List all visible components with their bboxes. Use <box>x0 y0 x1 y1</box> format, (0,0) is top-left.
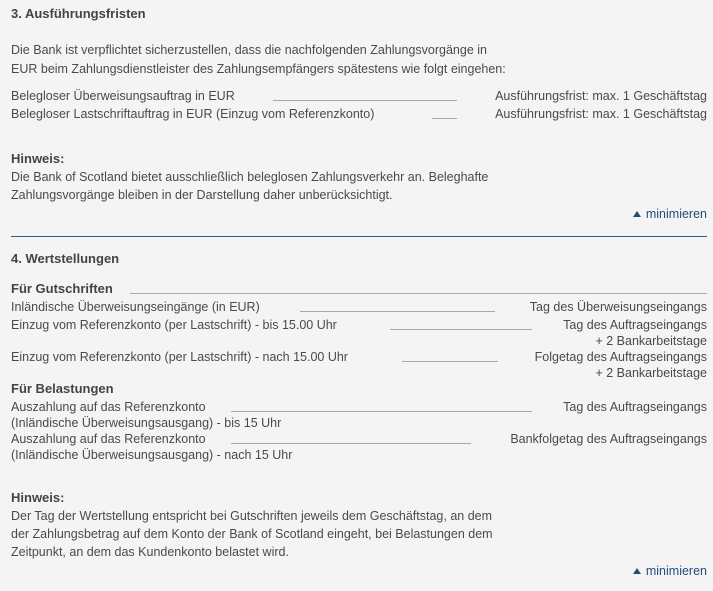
section-3-intro-line-1: Die Bank ist verpflichtet sicherzustellen, dass die nachfolgenden Zahlungsvorgänge in <box>11 43 487 57</box>
section-separator <box>11 236 707 237</box>
debit-row-label: Auszahlung auf das Referenzkonto <box>11 432 206 446</box>
section-4-hint-title: Hinweis: <box>11 490 65 505</box>
debit-row-value: Tag des Auftragseingangs <box>563 400 707 414</box>
credit-row-value-extra: + 2 Bankarbeitstage <box>595 334 707 348</box>
minimize-link[interactable] <box>633 563 707 579</box>
credit-row-label: Einzug vom Referenzkonto (per Lastschrift) - nach 15.00 Uhr <box>11 350 348 364</box>
section-3-hint-line-2: Zahlungsvorgänge bleiben in der Darstellung daher unberücksichtigt. <box>11 188 393 202</box>
debit-row-label-extra: (Inländische Überweisungsausgang) - nach 15 Uhr <box>11 448 293 462</box>
credit-row-value: Folgetag des Auftragseingangs <box>534 350 707 364</box>
debits-subtitle: Für Belastungen <box>11 381 114 396</box>
deadline-row-value: Ausführungsfrist: max. 1 Geschäftstag <box>495 89 707 103</box>
leader-line <box>130 293 707 294</box>
section-4-hint-line-1: Der Tag der Wertstellung entspricht bei Gutschriften jeweils dem Geschäftstag, an dem <box>11 509 493 523</box>
section-4-hint-line-2: der Zahlungsbetrag auf dem Konto der Bank of Scotland eingeht, bei Belastungen dem <box>11 527 493 541</box>
credit-row-label: Einzug vom Referenzkonto (per Lastschrift) - bis 15.00 Uhr <box>11 318 337 332</box>
leader-line <box>273 100 457 101</box>
section-3-hint-title: Hinweis: <box>11 151 65 166</box>
minimize-label: minimieren <box>645 564 707 578</box>
leader-line <box>300 311 495 312</box>
section-3-title: 3. Ausführungsfristen <box>11 6 146 21</box>
section-4-title: 4. Wertstellungen <box>11 251 120 266</box>
minimize-label: minimieren <box>645 207 707 221</box>
leader-line <box>402 361 498 362</box>
triangle-up-icon <box>633 568 641 574</box>
credit-row-value: Tag des Auftragseingangs <box>563 318 707 332</box>
leader-line <box>231 443 471 444</box>
credit-row-label: Inländische Überweisungseingänge (in EUR) <box>11 300 260 314</box>
minimize-link[interactable] <box>633 206 707 222</box>
section-3-intro-line-2: EUR beim Zahlungsdienstleister des Zahlungsempfängers spätestens wie folgt eingehen: <box>11 62 506 76</box>
leader-line <box>231 411 532 412</box>
credit-row-value: Tag des Überweisungseingangs <box>529 300 707 314</box>
debit-row-label-extra: (Inländische Überweisungsausgang) - bis 15 Uhr <box>11 416 282 430</box>
deadline-row-value: Ausführungsfrist: max. 1 Geschäftstag <box>495 107 707 121</box>
deadline-row-label: Belegloser Überweisungsauftrag in EUR <box>11 89 235 103</box>
credits-subtitle: Für Gutschriften <box>11 281 113 296</box>
triangle-up-icon <box>633 211 641 217</box>
leader-line <box>432 118 457 119</box>
leader-line <box>390 329 532 330</box>
deadline-row-label: Belegloser Lastschriftauftrag in EUR (Einzug vom Referenzkonto) <box>11 107 375 121</box>
section-4-hint-line-3: Zeitpunkt, an dem das Kundenkonto belastet wird. <box>11 545 289 559</box>
debit-row-label: Auszahlung auf das Referenzkonto <box>11 400 206 414</box>
debit-row-value: Bankfolgetag des Auftragseingangs <box>510 432 707 446</box>
credit-row-value-extra: + 2 Bankarbeitstage <box>595 366 707 380</box>
section-3-hint-line-1: Die Bank of Scotland bietet ausschließlich beleglosen Zahlungsverkehr an. Beleghafte <box>11 170 489 184</box>
